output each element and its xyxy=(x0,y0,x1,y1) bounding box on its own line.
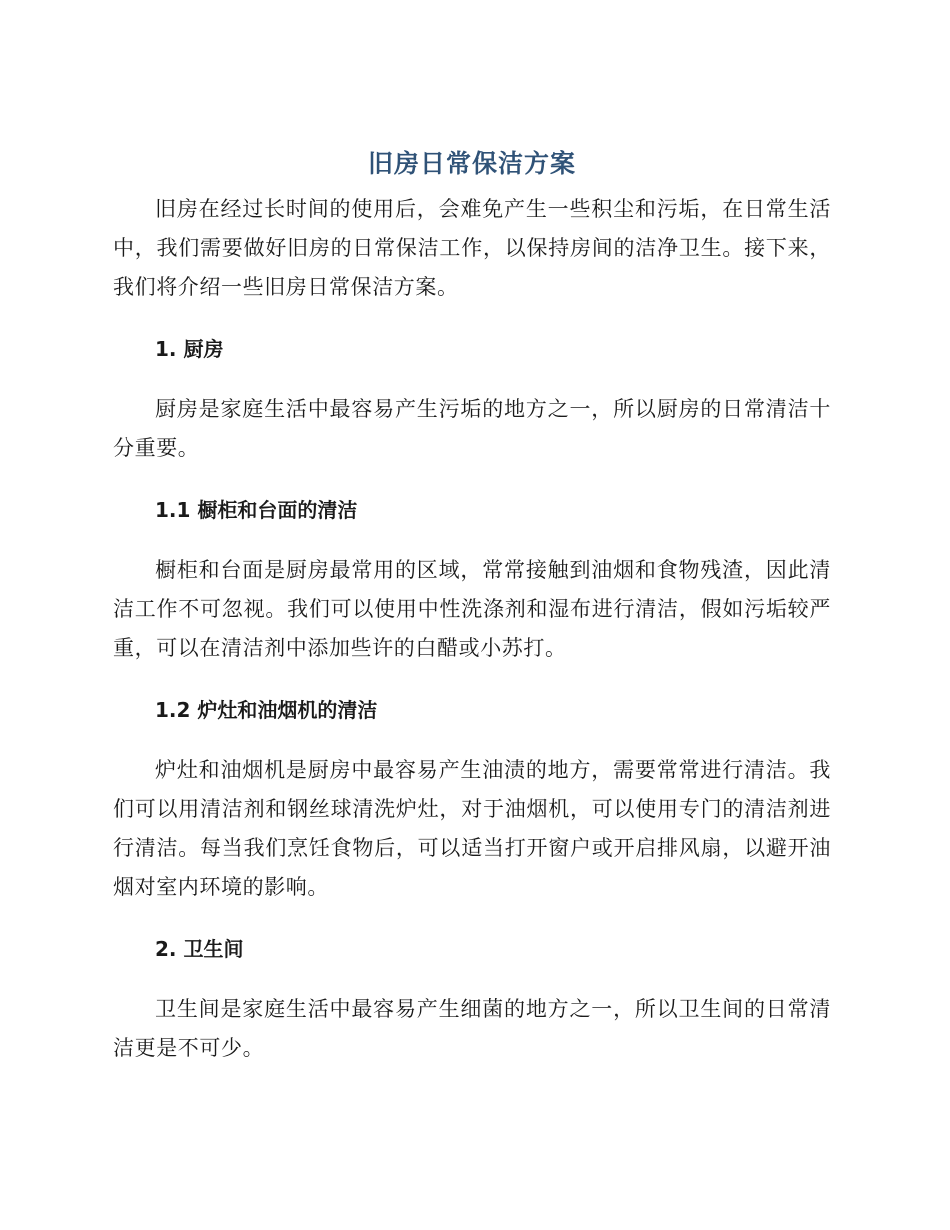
section-body-kitchen: 厨房是家庭生活中最容易产生污垢的地方之一，所以厨房的日常清洁十分重要。 xyxy=(113,397,831,460)
spacer xyxy=(113,526,831,551)
section-body-bathroom: 卫生间是家庭生活中最容易产生细菌的地方之一，所以卫生间的日常清洁更是不可少。 xyxy=(113,997,831,1060)
intro-paragraph: 旧房在经过长时间的使用后，会难免产生一些积尘和污垢，在日常生活中，我们需要做好旧房的日常保洁工作，以保持房间的洁净卫生。接下来，我们将介绍一些旧房日常保洁方案。 xyxy=(113,197,831,299)
section-heading-cabinets: 1.1 橱柜和台面的清洁 xyxy=(155,498,358,522)
document-content xyxy=(113,144,831,1068)
section-body-cabinets: 橱柜和台面是厨房最常用的区域，常常接触到油烟和食物残渣，因此清洁工作不可忽视。我们可以使用中性洗涤剂和湿布进行清洁，假如污垢较严重，可以在清洁剂中添加些许的白醋或小苏打。 xyxy=(113,558,831,660)
spacer xyxy=(113,965,831,990)
section-heading-bathroom: 2. 卫生间 xyxy=(155,937,244,961)
section-body-stove: 炉灶和油烟机是厨房中最容易产生油渍的地方，需要常常进行清洁。我们可以用清洁剂和钢丝球清洗炉灶，对于油烟机，可以使用专门的清洁剂进行清洁。每当我们烹饪食物后，可以适当打开窗户或开启排风扇，以避开油烟对室内环境的影响。 xyxy=(113,758,831,899)
spacer xyxy=(113,307,831,333)
spacer xyxy=(113,468,831,494)
section-heading-stove: 1.2 炉灶和油烟机的清洁 xyxy=(155,698,378,722)
spacer xyxy=(113,668,831,694)
spacer xyxy=(113,365,831,390)
spacer xyxy=(113,907,831,933)
spacer xyxy=(113,726,831,751)
section-heading-kitchen: 1. 厨房 xyxy=(155,337,224,361)
document-title: 旧房日常保洁方案 xyxy=(367,149,576,178)
